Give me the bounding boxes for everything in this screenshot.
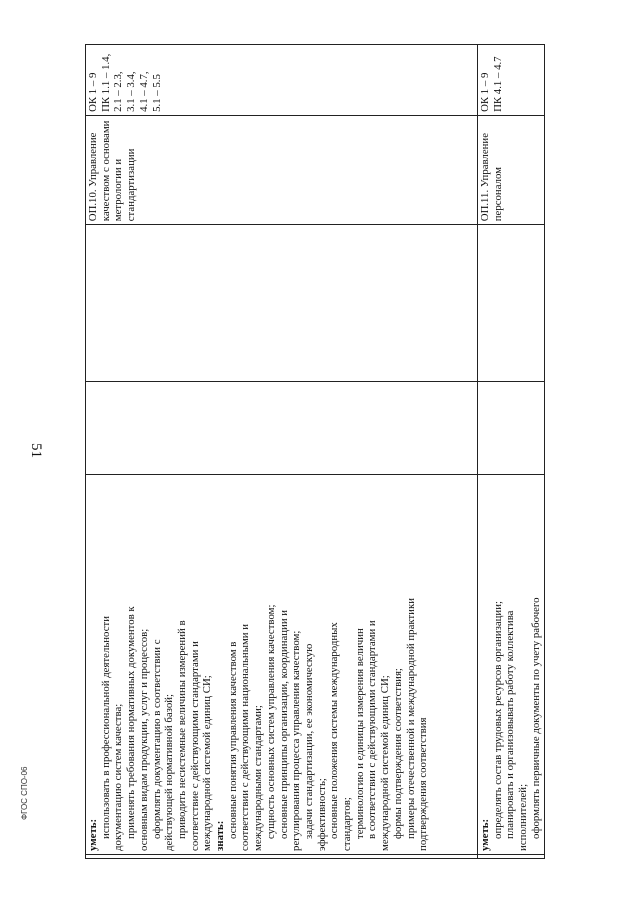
- text-line: оформлять первичные документы по учету рабочего: [529, 597, 542, 839]
- text-line: соответствие с действующими стандартами и: [188, 641, 201, 851]
- text-line: определять состав трудовых ресурсов организации;: [491, 601, 504, 839]
- competency-code: ПК 4.1 – 4.7: [491, 56, 504, 112]
- text-line: действующей нормативной базой;: [163, 694, 176, 851]
- text-line: сущность основных систем управления качеством;: [264, 604, 277, 839]
- text-line: подтверждения соответствия: [417, 717, 430, 851]
- knowledge-skills-cell: [478, 475, 545, 855]
- table-row: [86, 45, 478, 859]
- text-line: соответствии с действующими национальными и: [239, 623, 252, 851]
- hours-max-cell: [478, 382, 545, 475]
- text-line: приводить несистемные величины измерений в: [175, 620, 188, 839]
- hours-max-cell: [86, 382, 478, 475]
- text-line: основным видам продукции, услуг и процессов;: [137, 628, 150, 851]
- text-line: стандартов;: [341, 797, 354, 851]
- text-line: основные понятия управления качеством в: [226, 641, 239, 839]
- text-line: основные положения системы международных: [328, 622, 341, 839]
- competencies-cell: [86, 45, 478, 116]
- text-line: формы подтверждения соответствия;: [391, 668, 404, 839]
- knowledge-skills-cell: [86, 475, 478, 855]
- competencies-cell: [478, 45, 545, 116]
- text-line: оформлять документацию в соответствии с: [150, 639, 163, 839]
- text-line: эффективность;: [315, 778, 328, 851]
- rotated-table-sheet: [85, 44, 542, 859]
- text-line: исполнителей;: [517, 783, 530, 851]
- text-line: регулирования процесса управления качеством;: [290, 630, 303, 851]
- text-line: планировать и организовывать работу коллектива: [504, 610, 517, 839]
- competency-code: 3.1 – 3.4,: [125, 71, 138, 112]
- competency-code: 4.1 – 4.7,: [137, 71, 150, 112]
- discipline-name-cell: ОП.11. Управление персоналом: [478, 115, 545, 224]
- table-row: [478, 45, 545, 859]
- hours-required-cell: [86, 225, 478, 382]
- curriculum-table: [85, 44, 545, 859]
- text-line: в соответствии с действующими стандартами и: [366, 620, 379, 839]
- text-line: основные принципы организации, координации и: [277, 609, 290, 839]
- section-heading: знать:: [214, 820, 227, 851]
- discipline-name-cell: ОП.10. Управление качеством с основами метрологии и стандартизации: [86, 115, 478, 224]
- section-heading: уметь:: [87, 818, 99, 851]
- hours-required-cell: [478, 225, 545, 382]
- text-line: международной системой единиц СИ;: [201, 675, 214, 851]
- text-line: международными стандартами;: [252, 705, 265, 851]
- text-line: использовать в профессиональной деятельности: [99, 615, 112, 839]
- text-line: примеры отечественной и международной практики: [404, 598, 417, 839]
- section-heading: уметь:: [479, 818, 491, 851]
- text-line: терминологию и единицы измерения величин: [353, 628, 366, 839]
- competency-code: ПК 1.1 – 1.4,: [99, 53, 112, 112]
- competency-code: 2.1 – 2.3,: [112, 71, 125, 112]
- competency-code: 5.1 – 5.5: [150, 74, 163, 112]
- text-line: документацию систем качества;: [112, 703, 125, 851]
- competency-code: ОК 1 – 9: [479, 72, 491, 112]
- text-line: применять требования нормативных документов к: [125, 606, 138, 839]
- empty-cell: [478, 854, 545, 858]
- page-number: 51: [28, 443, 44, 458]
- footer-label: ФГОС СПО-06: [20, 766, 29, 820]
- empty-cell: [86, 854, 478, 858]
- text-line: международной системой единиц СИ;: [379, 675, 392, 851]
- competency-code: ОК 1 – 9: [87, 72, 99, 112]
- text-line: задачи стандартизации, ее экономическую: [302, 643, 315, 839]
